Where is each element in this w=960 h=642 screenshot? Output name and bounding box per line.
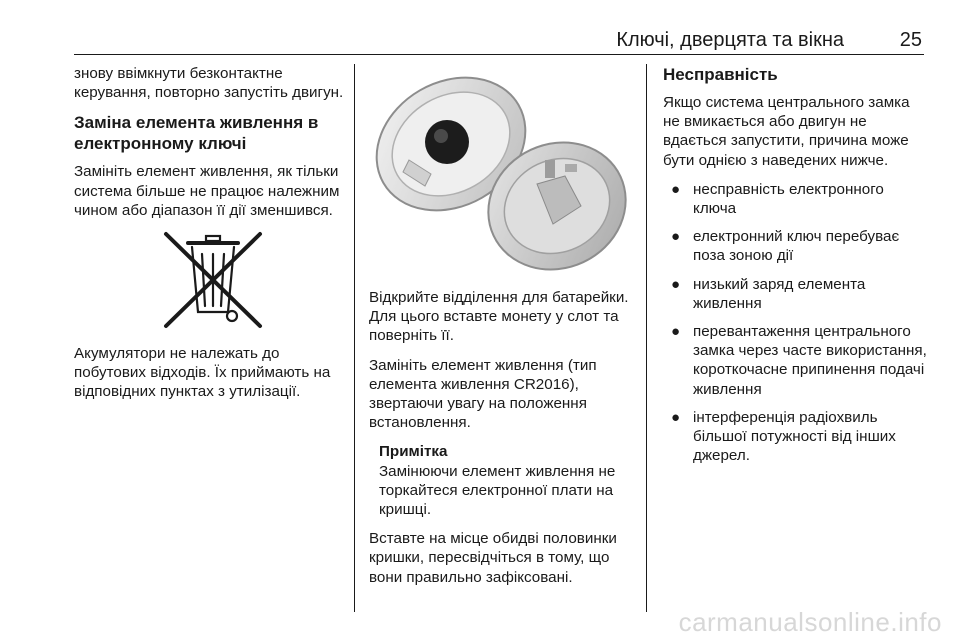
column-left — [74, 64, 349, 412]
list-item-text: перевантаження центрального замка через часте використання, короткочасне припинення подачі живлення — [693, 323, 927, 398]
column-middle — [369, 64, 633, 597]
battery-paragraph: Замініть елемент живлення, як тільки система більше не працює належним чином або діапазон її дії зменшився. — [74, 163, 340, 219]
intro-paragraph: знову ввімкнути безконтактне керування, повторно запустіть двигун. — [74, 65, 344, 102]
bullet-icon: ● — [671, 323, 681, 341]
column-right — [663, 64, 929, 474]
open-compartment-paragraph: Відкрийте відділення для батарейки. Для цього вставте монету у слот та поверніть її. — [369, 289, 629, 345]
page-number: 25 — [899, 29, 922, 51]
bullet-icon: ● — [671, 275, 681, 293]
replace-battery-paragraph: Замініть елемент живлення (тип елемента живлення CR2016), звертаючи увагу на положення встановлення. — [369, 356, 597, 432]
page-header — [74, 26, 924, 55]
list-item-text: інтерференція радіохвиль більшої потужності від інших джерел. — [693, 408, 896, 465]
list-item-text: несправність електронного ключа — [693, 180, 884, 218]
bullet-icon: ● — [671, 408, 681, 426]
note-block — [379, 442, 633, 519]
list-item-text: низький заряд елемента живлення — [693, 275, 866, 312]
malfunction-paragraph: Якщо система центрального замка не вмикається або двигун не вдається запустити, причина може бути однією з наведених нижче. — [663, 94, 910, 169]
list-item — [663, 180, 929, 218]
recycling-paragraph: Акумулятори не належать до побутових відходів. Їх приймають на відповідних пунктах з утилізації. — [74, 345, 331, 401]
key-fob-photo — [369, 64, 631, 274]
note-text: Замінюючи елемент живлення не торкайтеся електронної плати на кришці. — [379, 462, 616, 519]
list-item-text: електронний ключ перебуває поза зоною дії — [693, 228, 900, 265]
list-item — [663, 227, 929, 265]
crossed-out-bin-icon — [156, 230, 270, 330]
list-item — [663, 275, 929, 313]
section-heading-malfunction: Несправність — [663, 65, 778, 84]
page-title: Ключі, дверцята та вікна — [616, 29, 844, 51]
reassemble-paragraph: Вставте на місце обидві половинки кришки, пересвідчіться в тому, що вони правильно зафіксовані. — [369, 530, 617, 586]
column-divider-1 — [354, 64, 355, 612]
section-heading-battery: Заміна елемента живлення в електронному ключі — [74, 113, 319, 154]
column-divider-2 — [646, 64, 647, 612]
malfunction-list — [663, 180, 929, 466]
list-item — [663, 408, 929, 466]
list-item — [663, 322, 929, 399]
bullet-icon: ● — [671, 228, 681, 246]
note-title: Примітка — [379, 443, 448, 461]
bullet-icon: ● — [671, 180, 681, 198]
watermark: carmanualsonline.info — [678, 607, 942, 637]
